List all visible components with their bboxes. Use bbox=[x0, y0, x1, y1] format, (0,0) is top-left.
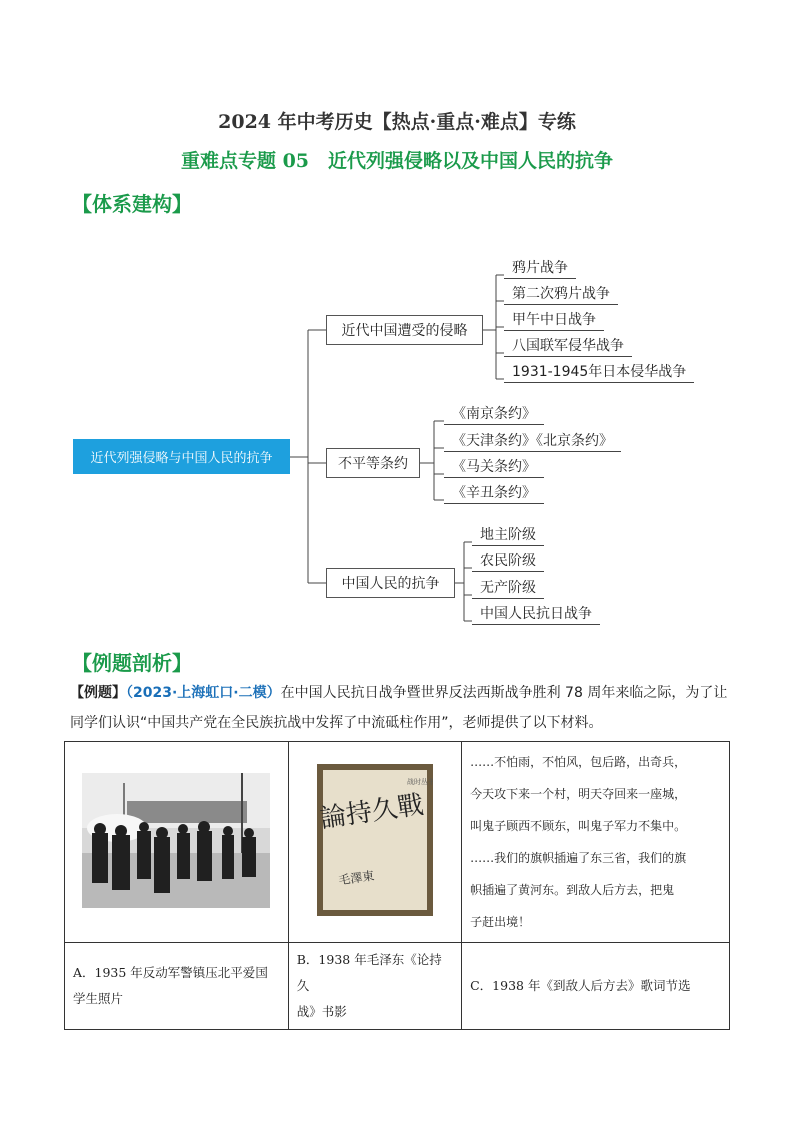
caption-b-line1: B．1938 年毛泽东《论持久 bbox=[296, 952, 442, 993]
material-cell-photo bbox=[65, 742, 289, 943]
lyric-line: ……不怕雨，不怕风，包后路，出奇兵， bbox=[470, 755, 687, 769]
example-tag: 【例题】 bbox=[70, 685, 126, 701]
example-question-line2: 同学们认识“中国共产党在全民族抗战中发挥了中流砥柱作用”，老师提供了以下材料。 bbox=[70, 715, 603, 731]
example-text: 在中国人民抗日战争暨世界反法西斯战争胜利 78 周年来临之际，为了让 bbox=[280, 685, 728, 701]
mindmap-leaf: 1931-1945年日本侵华战争 bbox=[504, 361, 694, 383]
caption-b bbox=[288, 943, 461, 1030]
material-cell-lyrics bbox=[462, 742, 730, 943]
lyric-line: 帜插遍了黄河东。到敌人后方去，把鬼 bbox=[470, 883, 675, 897]
mindmap-leaf: 甲午中日战争 bbox=[504, 309, 604, 331]
mindmap-leaf: 《辛丑条约》 bbox=[444, 482, 544, 504]
caption-a-line2: 学生照片 bbox=[73, 991, 124, 1006]
caption-a-line1: A．1935 年反动军警镇压北平爱国 bbox=[73, 965, 268, 980]
mindmap-leaf: 第二次鸦片战争 bbox=[504, 283, 618, 305]
mindmap-leaf: 《马关条约》 bbox=[444, 456, 544, 478]
example-source-link[interactable]: 2023·上海虹口·二模 bbox=[133, 685, 267, 701]
example-question-line1 bbox=[70, 683, 727, 703]
protest-photo-image bbox=[82, 773, 270, 908]
lyric-line: 今天攻下来一个村，明天夺回来一座城， bbox=[470, 787, 687, 801]
material-table bbox=[64, 741, 730, 1030]
section-heading-example: 【例题剖析】 bbox=[72, 651, 192, 675]
page-subtitle: 重难点专题 05 近代列强侵略以及中国人民的抗争 bbox=[180, 150, 614, 172]
source-paren-close: ） bbox=[266, 685, 281, 701]
caption-a bbox=[65, 943, 289, 1030]
mindmap-branch-resistance: 中国人民的抗争 bbox=[326, 568, 455, 598]
svg-text:战时丛书: 战时丛书 bbox=[406, 778, 433, 786]
mindmap-leaf: 地主阶级 bbox=[472, 524, 544, 546]
mindmap-branch-treaties: 不平等条约 bbox=[326, 448, 420, 478]
lyric-line: 子赶出境！ bbox=[470, 915, 531, 929]
mindmap-leaf: 中国人民抗日战争 bbox=[472, 603, 600, 625]
page-title: 2024 年中考历史【热点·重点·难点】专练 bbox=[218, 111, 576, 133]
lyric-line: 叫鬼子顾西不顾东，叫鬼子军力不集中。 bbox=[470, 819, 687, 833]
mindmap-leaf: 鸦片战争 bbox=[504, 257, 576, 279]
book-author: 毛澤東 bbox=[337, 868, 376, 888]
caption-b-line2: 战》书影 bbox=[296, 1004, 347, 1019]
mindmap-root: 近代列强侵略与中国人民的抗争 bbox=[73, 439, 290, 474]
section-heading-structure: 【体系建构】 bbox=[72, 192, 192, 216]
lyric-line: ……我们的旗帜插遍了东三省，我们的旗 bbox=[470, 851, 687, 865]
mindmap-leaf: 无产阶级 bbox=[472, 577, 544, 599]
mindmap-leaf: 八国联军侵华战争 bbox=[504, 335, 632, 357]
mindmap-leaf: 《南京条约》 bbox=[444, 403, 544, 425]
mindmap-leaf: 农民阶级 bbox=[472, 550, 544, 572]
book-title: 論持久戰 bbox=[318, 789, 426, 835]
book-cover-image bbox=[317, 764, 433, 916]
material-cell-book bbox=[288, 742, 461, 943]
source-paren-open: （ bbox=[126, 685, 133, 701]
caption-c: C．1938 年《到敌人后方去》歌词节选 bbox=[462, 943, 730, 1030]
mindmap-branch-invasions: 近代中国遭受的侵略 bbox=[326, 315, 483, 345]
mindmap-leaf: 《天津条约》《北京条约》 bbox=[444, 430, 621, 452]
